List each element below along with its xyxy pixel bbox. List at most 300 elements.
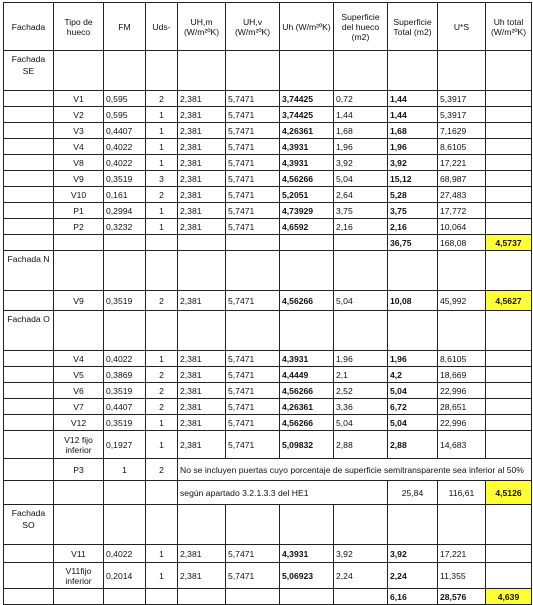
header-uh-total: Uh total (W/m²ºK) — [486, 3, 532, 51]
empty-cell — [486, 51, 532, 91]
cell-tipo-hueco: V4 — [54, 351, 104, 367]
cell-uh: 4,56266 — [280, 171, 334, 187]
cell-uhv: 5,7471 — [226, 123, 280, 139]
cell-uds: 2 — [146, 187, 178, 203]
cell-us: 8,6105 — [438, 351, 486, 367]
empty-cell — [280, 235, 334, 251]
cell-superficie-total: 6,72 — [388, 399, 438, 415]
empty-cell — [334, 251, 388, 291]
empty-cell — [334, 505, 388, 545]
cell-fm: 0,4022 — [104, 351, 146, 367]
cell-superficie-hueco: 3,92 — [334, 545, 388, 563]
cell-tipo-hueco: P3 — [54, 459, 104, 481]
table-row — [4, 203, 532, 219]
table-row — [4, 563, 532, 589]
cell-uhv: 5,7471 — [226, 351, 280, 367]
p3-row — [4, 459, 532, 481]
cell-fm: 0,2014 — [104, 563, 146, 589]
header-uhm: UH,m (W/m²ºK) — [178, 3, 226, 51]
cell-uhv: 5,7471 — [226, 563, 280, 589]
cell-superficie-total: 5,28 — [388, 187, 438, 203]
cell-uhv: 5,7471 — [226, 155, 280, 171]
cell-uh: 4,3931 — [280, 351, 334, 367]
cell-tipo-hueco: V3 — [54, 123, 104, 139]
cell-superficie-total: 1,44 — [388, 91, 438, 107]
cell-uds: 2 — [146, 367, 178, 383]
cell-uhm: 2,381 — [178, 367, 226, 383]
cell-uhm: 2,381 — [178, 91, 226, 107]
empty-cell — [226, 251, 280, 291]
empty-cell — [280, 251, 334, 291]
empty-cell — [438, 251, 486, 291]
total-uh-highlight: 4,5627 — [486, 291, 532, 311]
cell-us: 5,3917 — [438, 107, 486, 123]
fachada-header-row — [4, 251, 532, 291]
cell-superficie-total: 3,75 — [388, 203, 438, 219]
cell-uh: 4,56266 — [280, 383, 334, 399]
cell-uhm: 2,381 — [178, 291, 226, 311]
header-uds: Uds- — [146, 3, 178, 51]
cell-tipo-hueco: V9 — [54, 291, 104, 311]
cell-uds: 1 — [146, 107, 178, 123]
table-row — [4, 91, 532, 107]
empty-cell — [226, 505, 280, 545]
header-uhv: UH,v (W/m²ºK) — [226, 3, 280, 51]
empty-cell — [178, 589, 226, 605]
cell-uds: 1 — [146, 351, 178, 367]
cell-us: 17,221 — [438, 545, 486, 563]
uh-calculation-table — [3, 2, 532, 605]
cell-us: 14,683 — [438, 431, 486, 459]
empty-cell — [334, 235, 388, 251]
cell-uhv: 5,7471 — [226, 219, 280, 235]
cell-uds: 1 — [146, 203, 178, 219]
empty-cell — [388, 505, 438, 545]
empty-cell — [54, 51, 104, 91]
empty-cell — [486, 505, 532, 545]
cell-superficie-total: 5,04 — [388, 415, 438, 431]
cell-fm: 0,3519 — [104, 415, 146, 431]
cell-superficie-hueco: 0,72 — [334, 91, 388, 107]
cell-tipo-hueco: V2 — [54, 107, 104, 123]
cell-superficie-hueco: 1,68 — [334, 123, 388, 139]
fachada-label: Fachada N — [4, 251, 54, 291]
header-fm: FM — [104, 3, 146, 51]
total-us: 116,61 — [438, 481, 486, 505]
cell-tipo-hueco: P2 — [54, 219, 104, 235]
cell-superficie-total: 1,44 — [388, 107, 438, 123]
cell-us: 68,987 — [438, 171, 486, 187]
empty-cell — [334, 51, 388, 91]
cell-uh: 5,09832 — [280, 431, 334, 459]
empty-cell — [388, 251, 438, 291]
cell-uds: 3 — [146, 171, 178, 187]
cell-uds: 1 — [146, 155, 178, 171]
cell-uh: 4,4449 — [280, 367, 334, 383]
empty-cell — [104, 51, 146, 91]
cell-uhm: 2,381 — [178, 187, 226, 203]
cell-uhm: 2,381 — [178, 415, 226, 431]
cell-superficie-total: 2,24 — [388, 563, 438, 589]
cell-uds: 1 — [146, 219, 178, 235]
cell-fm: 0,1927 — [104, 431, 146, 459]
empty-cell — [334, 589, 388, 605]
empty-cell — [146, 311, 178, 351]
cell-superficie-total: 5,04 — [388, 383, 438, 399]
empty-cell — [486, 139, 532, 155]
cell-superficie-total: 10,08 — [388, 291, 438, 311]
table-row — [4, 383, 532, 399]
cell-tipo-hueco: V4 — [54, 139, 104, 155]
total-superficie: 36,75 — [388, 235, 438, 251]
cell-superficie-hueco: 1,96 — [334, 351, 388, 367]
fachada-label: Fachada SE — [4, 51, 54, 91]
empty-cell — [104, 505, 146, 545]
cell-uh: 4,6592 — [280, 219, 334, 235]
cell-superficie-hueco: 2,1 — [334, 367, 388, 383]
cell-uhv: 5,7471 — [226, 171, 280, 187]
empty-cell — [438, 51, 486, 91]
cell-uh: 3,74425 — [280, 107, 334, 123]
cell-uh: 4,56266 — [280, 291, 334, 311]
cell-us: 22,996 — [438, 383, 486, 399]
cell-uhm: 2,381 — [178, 431, 226, 459]
exclusion-note: No se incluyen puertas cuyo porcentaje de superficie semitransparente sea inferior al 50% — [178, 459, 532, 481]
total-row — [4, 481, 532, 505]
cell-uds: 1 — [146, 123, 178, 139]
cell-us: 17,221 — [438, 155, 486, 171]
cell-tipo-hueco: V11fijo inferior — [54, 563, 104, 589]
cell-uhm: 2,381 — [178, 171, 226, 187]
cell-fm: 0,161 — [104, 187, 146, 203]
cell-fm: 0,595 — [104, 107, 146, 123]
empty-cell — [486, 155, 532, 171]
empty-cell — [4, 383, 54, 399]
empty-cell — [54, 589, 104, 605]
cell-fm: 0,2994 — [104, 203, 146, 219]
cell-superficie-hueco: 2,52 — [334, 383, 388, 399]
empty-cell — [486, 415, 532, 431]
total-uh-highlight: 4,5126 — [486, 481, 532, 505]
total-superficie: 25,84 — [388, 481, 438, 505]
cell-us: 28,651 — [438, 399, 486, 415]
empty-cell — [104, 481, 146, 505]
cell-uh: 4,56266 — [280, 415, 334, 431]
cell-us: 11,355 — [438, 563, 486, 589]
empty-cell — [104, 589, 146, 605]
empty-cell — [104, 311, 146, 351]
empty-cell — [4, 545, 54, 563]
cell-uhv: 5,7471 — [226, 291, 280, 311]
cell-superficie-total: 1,96 — [388, 139, 438, 155]
reference-note: según apartado 3.2.1.3.3 del HE1 — [178, 481, 388, 505]
cell-uh: 5,2051 — [280, 187, 334, 203]
cell-fm: 0,4022 — [104, 139, 146, 155]
empty-cell — [4, 107, 54, 123]
header-uh: Uh (W/m²ºK) — [280, 3, 334, 51]
cell-us: 5,3917 — [438, 91, 486, 107]
empty-cell — [146, 235, 178, 251]
empty-cell — [178, 505, 226, 545]
cell-fm: 0,4022 — [104, 545, 146, 563]
cell-fm: 0,3519 — [104, 383, 146, 399]
empty-cell — [486, 171, 532, 187]
table-row — [4, 123, 532, 139]
cell-us: 17,772 — [438, 203, 486, 219]
table-row — [4, 155, 532, 171]
cell-tipo-hueco: V11 — [54, 545, 104, 563]
table-row — [4, 415, 532, 431]
cell-tipo-hueco: V9 — [54, 171, 104, 187]
cell-superficie-total: 1,68 — [388, 123, 438, 139]
empty-cell — [4, 235, 54, 251]
cell-superficie-hueco: 2,16 — [334, 219, 388, 235]
cell-uhm: 2,381 — [178, 219, 226, 235]
empty-cell — [486, 187, 532, 203]
cell-uhm: 2,381 — [178, 351, 226, 367]
cell-tipo-hueco: P1 — [54, 203, 104, 219]
empty-cell — [4, 203, 54, 219]
table-row — [4, 219, 532, 235]
total-superficie: 6,16 — [388, 589, 438, 605]
cell-superficie-total: 2,16 — [388, 219, 438, 235]
cell-uds: 1 — [146, 431, 178, 459]
header-tipo-hueco: Tipo de hueco — [54, 3, 104, 51]
cell-uhv: 5,7471 — [226, 139, 280, 155]
empty-cell — [4, 291, 54, 311]
cell-superficie-hueco: 2,88 — [334, 431, 388, 459]
empty-cell — [388, 51, 438, 91]
fachada-header-row — [4, 51, 532, 91]
empty-cell — [486, 367, 532, 383]
empty-cell — [54, 505, 104, 545]
empty-cell — [334, 311, 388, 351]
empty-cell — [4, 351, 54, 367]
empty-cell — [146, 481, 178, 505]
cell-tipo-hueco: V8 — [54, 155, 104, 171]
empty-cell — [4, 91, 54, 107]
cell-superficie-hueco: 3,92 — [334, 155, 388, 171]
empty-cell — [4, 415, 54, 431]
table-row — [4, 545, 532, 563]
cell-fm: 0,4022 — [104, 155, 146, 171]
empty-cell — [146, 589, 178, 605]
cell-uh: 4,26361 — [280, 123, 334, 139]
empty-cell — [486, 219, 532, 235]
cell-uhv: 5,7471 — [226, 415, 280, 431]
cell-uhm: 2,381 — [178, 139, 226, 155]
cell-uhm: 2,381 — [178, 123, 226, 139]
empty-cell — [486, 123, 532, 139]
empty-cell — [146, 51, 178, 91]
cell-us: 22,996 — [438, 415, 486, 431]
fachada-label: Fachada SO — [4, 505, 54, 545]
cell-tipo-hueco: V6 — [54, 383, 104, 399]
empty-cell — [438, 505, 486, 545]
table-row — [4, 291, 532, 311]
cell-superficie-hueco: 3,75 — [334, 203, 388, 219]
cell-superficie-total: 3,92 — [388, 155, 438, 171]
empty-cell — [486, 545, 532, 563]
cell-uh: 5,06923 — [280, 563, 334, 589]
empty-cell — [4, 399, 54, 415]
cell-uhv: 5,7471 — [226, 383, 280, 399]
cell-tipo-hueco: V7 — [54, 399, 104, 415]
empty-cell — [4, 589, 54, 605]
total-uh-highlight: 4,5737 — [486, 235, 532, 251]
cell-uds: 1 — [146, 415, 178, 431]
empty-cell — [226, 311, 280, 351]
table-row — [4, 171, 532, 187]
cell-fm: 0,3232 — [104, 219, 146, 235]
cell-fm: 0,4407 — [104, 123, 146, 139]
empty-cell — [146, 505, 178, 545]
empty-cell — [486, 399, 532, 415]
empty-cell — [486, 107, 532, 123]
cell-uhm: 2,381 — [178, 399, 226, 415]
cell-uhm: 2,381 — [178, 563, 226, 589]
cell-uhm: 2,381 — [178, 155, 226, 171]
total-row — [4, 235, 532, 251]
cell-uhv: 5,7471 — [226, 107, 280, 123]
header-fachada: Fachada — [4, 3, 54, 51]
cell-superficie-hueco: 5,04 — [334, 171, 388, 187]
cell-superficie-total: 4,2 — [388, 367, 438, 383]
cell-fm: 0,4407 — [104, 399, 146, 415]
cell-uh: 4,3931 — [280, 545, 334, 563]
cell-uhm: 2,381 — [178, 107, 226, 123]
table-row — [4, 139, 532, 155]
cell-uds: 2 — [146, 91, 178, 107]
empty-cell — [486, 563, 532, 589]
empty-cell — [280, 51, 334, 91]
cell-superficie-hueco: 2,64 — [334, 187, 388, 203]
cell-superficie-total: 15,12 — [388, 171, 438, 187]
empty-cell — [486, 251, 532, 291]
table-row — [4, 107, 532, 123]
total-us: 28,576 — [438, 589, 486, 605]
empty-cell — [486, 383, 532, 399]
cell-uds: 1 — [146, 545, 178, 563]
cell-uhv: 5,7471 — [226, 399, 280, 415]
empty-cell — [4, 155, 54, 171]
empty-cell — [54, 251, 104, 291]
empty-cell — [178, 311, 226, 351]
empty-cell — [178, 51, 226, 91]
cell-superficie-hueco: 5,04 — [334, 291, 388, 311]
cell-uhv: 5,7471 — [226, 91, 280, 107]
cell-superficie-total: 2,88 — [388, 431, 438, 459]
cell-uds: 1 — [146, 563, 178, 589]
cell-uds: 2 — [146, 383, 178, 399]
cell-superficie-hueco: 1,96 — [334, 139, 388, 155]
cell-tipo-hueco: V5 — [54, 367, 104, 383]
empty-cell — [226, 51, 280, 91]
cell-uds: 2 — [146, 399, 178, 415]
empty-cell — [4, 187, 54, 203]
cell-superficie-hueco: 2,24 — [334, 563, 388, 589]
fachada-label: Fachada O — [4, 311, 54, 351]
cell-tipo-hueco: V12 fijo inferior — [54, 431, 104, 459]
empty-cell — [178, 251, 226, 291]
cell-tipo-hueco: V12 — [54, 415, 104, 431]
table-row — [4, 351, 532, 367]
cell-superficie-total: 1,96 — [388, 351, 438, 367]
empty-cell — [4, 139, 54, 155]
empty-cell — [4, 219, 54, 235]
cell-uhv: 5,7471 — [226, 431, 280, 459]
cell-uhm: 2,381 — [178, 203, 226, 219]
empty-cell — [486, 91, 532, 107]
cell-us: 45,992 — [438, 291, 486, 311]
empty-cell — [226, 589, 280, 605]
cell-fm: 0,3519 — [104, 291, 146, 311]
empty-cell — [280, 589, 334, 605]
cell-us: 7,1629 — [438, 123, 486, 139]
empty-cell — [486, 311, 532, 351]
cell-fm: 0,595 — [104, 91, 146, 107]
empty-cell — [54, 311, 104, 351]
cell-fm: 0,3519 — [104, 171, 146, 187]
empty-cell — [280, 505, 334, 545]
cell-uhv: 5,7471 — [226, 545, 280, 563]
cell-uh: 4,26361 — [280, 399, 334, 415]
empty-cell — [4, 431, 54, 459]
empty-cell — [4, 481, 54, 505]
empty-cell — [226, 235, 280, 251]
empty-cell — [280, 311, 334, 351]
table-row — [4, 399, 532, 415]
cell-uhv: 5,7471 — [226, 367, 280, 383]
cell-uh: 4,3931 — [280, 155, 334, 171]
empty-cell — [4, 171, 54, 187]
cell-superficie-total: 3,92 — [388, 545, 438, 563]
cell-uh: 3,74425 — [280, 91, 334, 107]
empty-cell — [146, 251, 178, 291]
header-superficie-total: Superficie Total (m2) — [388, 3, 438, 51]
empty-cell — [4, 367, 54, 383]
table-row — [4, 431, 532, 459]
empty-cell — [388, 311, 438, 351]
fachada-header-row — [4, 505, 532, 545]
empty-cell — [104, 251, 146, 291]
cell-fm: 1 — [104, 459, 146, 481]
cell-uhm: 2,381 — [178, 545, 226, 563]
table-row — [4, 367, 532, 383]
empty-cell — [486, 203, 532, 219]
header-row — [4, 3, 532, 51]
cell-uh: 4,73929 — [280, 203, 334, 219]
table-row — [4, 187, 532, 203]
empty-cell — [4, 123, 54, 139]
cell-tipo-hueco: V10 — [54, 187, 104, 203]
empty-cell — [54, 481, 104, 505]
cell-superficie-hueco: 1,44 — [334, 107, 388, 123]
cell-uds: 2 — [146, 459, 178, 481]
cell-superficie-hueco: 5,04 — [334, 415, 388, 431]
empty-cell — [486, 351, 532, 367]
empty-cell — [178, 235, 226, 251]
cell-uds: 2 — [146, 291, 178, 311]
cell-us: 27,483 — [438, 187, 486, 203]
empty-cell — [4, 459, 54, 481]
total-us: 168,08 — [438, 235, 486, 251]
fachada-header-row — [4, 311, 532, 351]
empty-cell — [4, 563, 54, 589]
empty-cell — [104, 235, 146, 251]
empty-cell — [438, 311, 486, 351]
cell-uh: 4,3931 — [280, 139, 334, 155]
